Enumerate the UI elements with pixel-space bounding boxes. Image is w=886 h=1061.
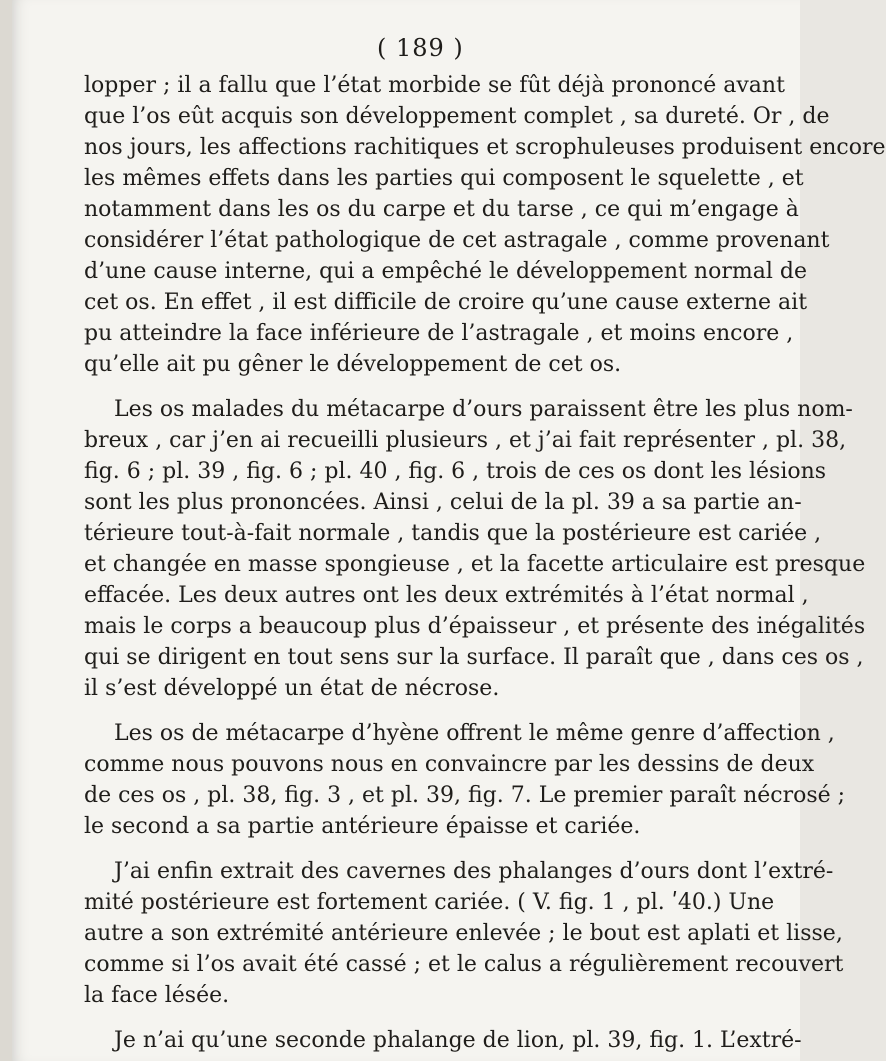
text-line: sont les plus prononcées. Ainsi , celui de la pl. 39 a sa partie an-: [84, 490, 802, 515]
paragraph-gap: [84, 842, 764, 856]
text-line: effacée. Les deux autres ont les deux extrémités à l’état normal ,: [84, 583, 809, 608]
paragraph-4: [84, 856, 844, 1011]
text-line: notamment dans les os du carpe et du tarse , ce qui m’engage à: [84, 197, 799, 222]
text-line: cet os. En effet , il est difficile de croire qu’une cause externe ait: [84, 290, 808, 315]
paragraph-gap: [84, 380, 764, 394]
text-line: lopper ; il a fallu que l’état morbide se fût déjà prononcé avant: [84, 73, 785, 98]
text-line: les mêmes effets dans les parties qui composent le squelette , et: [84, 166, 804, 191]
text-line: qui se dirigent en tout sens sur la surface. Il paraît que , dans ces os ,: [84, 645, 864, 670]
text-line: Les os malades du métacarpe d’ours paraissent être les plus nom-: [114, 397, 853, 422]
text-line: d’une cause interne, qui a empêché le développement normal de: [84, 259, 807, 284]
text-line: térieure tout-à-fait normale , tandis que la postérieure est cariée ,: [84, 521, 822, 546]
text-line: comme nous pouvons nous en convaincre par les dessins de deux: [84, 752, 815, 777]
text-line: le second a sa partie antérieure épaisse et cariée.: [84, 814, 641, 839]
text-line: considérer l’état pathologique de cet astragale , comme provenant: [84, 228, 830, 253]
text-line: mité postérieure est fortement cariée. ( V. fig. 1 , pl. ʹ40.) Une: [84, 890, 775, 915]
paragraph-gap: [84, 704, 764, 718]
body-text: [84, 70, 886, 1056]
text-line: Les os de métacarpe d’hyène offrent le même genre d’affection ,: [114, 721, 835, 746]
text-line: qu’elle ait pu gêner le développement de cet os.: [84, 352, 622, 377]
text-line: pu atteindre la face inférieure de l’astragale , et moins encore ,: [84, 321, 794, 346]
book-page: [12, 0, 886, 1061]
page-edge-strip: [0, 0, 12, 1061]
paragraph-gap: [84, 1011, 764, 1025]
text-line: la face lésée.: [84, 983, 230, 1008]
text-line: il s’est développé un état de nécrose.: [84, 676, 500, 701]
text-line: de ces os , pl. 38, fig. 3 , et pl. 39, fig. 7. Le premier paraît nécrosé ;: [84, 783, 846, 808]
text-line: comme si l’os avait été cassé ; et le calus a régulièrement recouvert: [84, 952, 844, 977]
text-line: que l’os eût acquis son développement complet , sa dureté. Or , de: [84, 104, 830, 129]
text-line: nos jours, les affections rachitiques et scrophuleuses produisent encore: [84, 135, 886, 160]
page-number: ( 189 ): [377, 34, 464, 62]
text-line: breux , car j’en ai recueilli plusieurs , et j’ai fait représenter , pl. 38,: [84, 428, 847, 453]
text-line: fig. 6 ; pl. 39 , fig. 6 ; pl. 40 , fig. 6 , trois de ces os dont les lésions: [84, 459, 827, 484]
text-line: autre a son extrémité antérieure enlevée ; le bout est aplati et lisse,: [84, 921, 843, 946]
paragraph-5: [84, 1025, 802, 1056]
paragraph-2: [84, 394, 866, 704]
paragraph-3: [84, 718, 846, 842]
text-line: Je n’ai qu’une seconde phalange de lion, pl. 39, fig. 1. L’extré-: [114, 1028, 802, 1053]
text-line: et changée en masse spongieuse , et la facette articulaire est presque: [84, 552, 866, 577]
text-line: J’ai enfin extrait des cavernes des phalanges d’ours dont l’extré-: [114, 859, 834, 884]
paragraph-1: [84, 70, 886, 380]
text-line: mais le corps a beaucoup plus d’épaisseur , et présente des inégalités: [84, 614, 866, 639]
